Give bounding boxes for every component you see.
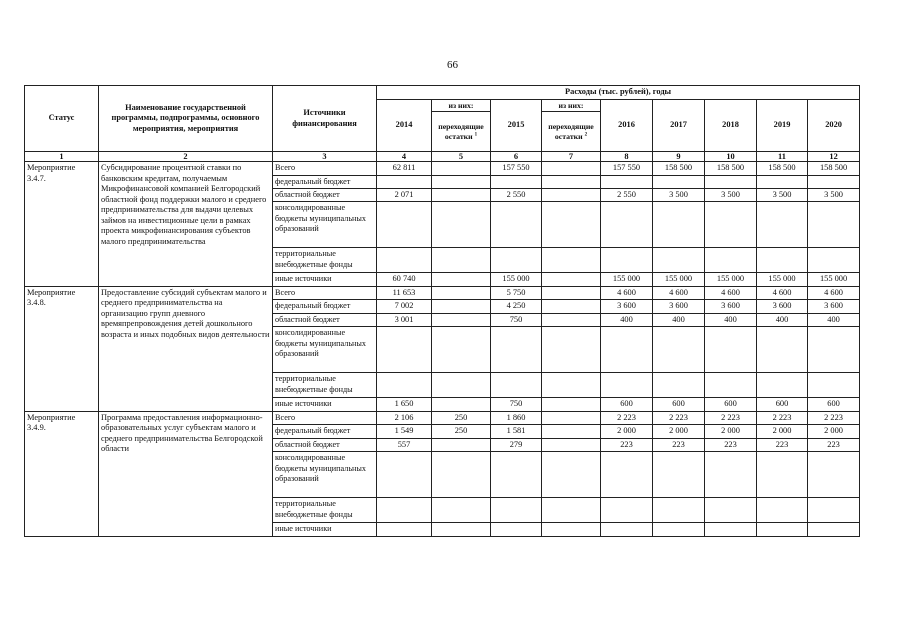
status-cell: Мероприятие 3.4.7. (25, 162, 99, 287)
value-cell: 223 (757, 438, 808, 452)
value-cell (542, 498, 601, 523)
header-sources: Источники финансирования (273, 86, 377, 152)
value-cell (491, 248, 542, 273)
column-number: 12 (808, 152, 860, 162)
value-cell: 158 500 (757, 162, 808, 176)
footnote-2-marker: 2 (584, 132, 588, 138)
value-cell: 7 002 (377, 300, 432, 314)
value-cell (432, 313, 491, 327)
value-cell: 155 000 (653, 273, 705, 287)
value-cell: 2 223 (808, 411, 860, 425)
header-carryover-1-label: переходящие (438, 122, 484, 131)
value-cell: 2 223 (653, 411, 705, 425)
value-cell (432, 498, 491, 523)
value-cell: 62 811 (377, 162, 432, 176)
value-cell (542, 411, 601, 425)
value-cell (432, 373, 491, 398)
value-cell (601, 175, 653, 188)
header-year-2020: 2020 (808, 99, 860, 152)
footnote-1-marker: 1 (474, 132, 478, 138)
status-cell: Мероприятие 3.4.8. (25, 286, 99, 411)
value-cell (542, 452, 601, 498)
value-cell (542, 373, 601, 398)
value-cell (705, 452, 757, 498)
source-cell: Всего (273, 162, 377, 176)
value-cell (705, 523, 757, 536)
value-cell (757, 202, 808, 248)
value-cell: 750 (491, 313, 542, 327)
value-cell: 223 (601, 438, 653, 452)
value-cell: 1 581 (491, 425, 542, 439)
value-cell (757, 523, 808, 536)
value-cell (757, 248, 808, 273)
value-cell: 157 550 (601, 162, 653, 176)
value-cell (653, 498, 705, 523)
value-cell: 600 (705, 398, 757, 412)
value-cell: 400 (808, 313, 860, 327)
value-cell (601, 452, 653, 498)
value-cell (653, 452, 705, 498)
value-cell: 4 600 (808, 286, 860, 300)
value-cell: 2 223 (601, 411, 653, 425)
value-cell (542, 286, 601, 300)
header-of-them-2: из них: (542, 99, 601, 112)
column-number-row (25, 152, 860, 162)
table-row (25, 286, 860, 300)
value-cell (377, 452, 432, 498)
value-cell (542, 273, 601, 287)
table-row (25, 162, 860, 176)
program-name-cell: Субсидирование процентной ставки по банковским кредитам, получаемым Микрофинансовой компанией Белгородский областной фонд поддержки малого и среднего предпринимательства для выдачи целевых займов на инвестиционные цели в рамках проекта микрофинансирования субъектов малого предпринимательства (99, 162, 273, 287)
value-cell: 2 071 (377, 188, 432, 202)
value-cell: 158 500 (808, 162, 860, 176)
source-cell: территориальные внебюджетные фонды (273, 248, 377, 273)
value-cell (653, 373, 705, 398)
value-cell (808, 327, 860, 373)
value-cell: 250 (432, 411, 491, 425)
value-cell (601, 248, 653, 273)
source-cell: федеральный бюджет (273, 175, 377, 188)
value-cell: 11 653 (377, 286, 432, 300)
value-cell (432, 188, 491, 202)
value-cell (601, 373, 653, 398)
value-cell: 600 (808, 398, 860, 412)
column-number: 11 (757, 152, 808, 162)
source-cell: территориальные внебюджетные фонды (273, 498, 377, 523)
value-cell: 2 000 (601, 425, 653, 439)
column-number: 1 (25, 152, 99, 162)
value-cell (432, 452, 491, 498)
value-cell (808, 202, 860, 248)
value-cell: 279 (491, 438, 542, 452)
value-cell (377, 202, 432, 248)
column-number: 2 (99, 152, 273, 162)
value-cell (653, 175, 705, 188)
value-cell (491, 327, 542, 373)
value-cell: 155 000 (705, 273, 757, 287)
value-cell (601, 202, 653, 248)
value-cell: 157 550 (491, 162, 542, 176)
value-cell: 2 550 (491, 188, 542, 202)
column-number: 6 (491, 152, 542, 162)
value-cell: 3 600 (757, 300, 808, 314)
value-cell (491, 523, 542, 536)
value-cell (491, 498, 542, 523)
table-body (25, 162, 860, 537)
source-cell: федеральный бюджет (273, 300, 377, 314)
value-cell (653, 248, 705, 273)
value-cell (542, 313, 601, 327)
value-cell (491, 452, 542, 498)
value-cell: 2 223 (757, 411, 808, 425)
value-cell: 400 (757, 313, 808, 327)
value-cell (808, 523, 860, 536)
column-number: 4 (377, 152, 432, 162)
value-cell: 223 (653, 438, 705, 452)
value-cell: 2 550 (601, 188, 653, 202)
value-cell (808, 175, 860, 188)
value-cell: 600 (653, 398, 705, 412)
value-cell (377, 498, 432, 523)
value-cell: 750 (491, 398, 542, 412)
value-cell: 2 106 (377, 411, 432, 425)
value-cell: 3 600 (705, 300, 757, 314)
source-cell: областной бюджет (273, 188, 377, 202)
source-cell: иные источники (273, 273, 377, 287)
program-name-cell: Программа предоставления информационно-образовательных услуг субъектам малого и среднего предпринимательства Белгородской области (99, 411, 273, 536)
value-cell (377, 523, 432, 536)
value-cell: 5 750 (491, 286, 542, 300)
value-cell (377, 327, 432, 373)
value-cell (705, 175, 757, 188)
value-cell (432, 438, 491, 452)
value-cell (432, 398, 491, 412)
value-cell: 4 600 (601, 286, 653, 300)
value-cell (432, 162, 491, 176)
value-cell (432, 248, 491, 273)
value-cell: 3 600 (808, 300, 860, 314)
value-cell: 3 500 (705, 188, 757, 202)
header-carryover-1 (432, 112, 491, 152)
value-cell: 3 500 (757, 188, 808, 202)
value-cell: 4 600 (705, 286, 757, 300)
value-cell (705, 373, 757, 398)
header-year-2019: 2019 (757, 99, 808, 152)
value-cell: 2 000 (705, 425, 757, 439)
source-cell: консолидированные бюджеты муниципальных образований (273, 327, 377, 373)
value-cell (377, 175, 432, 188)
value-cell: 600 (757, 398, 808, 412)
column-number: 3 (273, 152, 377, 162)
column-number: 8 (601, 152, 653, 162)
program-name-cell: Предоставление субсидий субъектам малого и среднего предпринимательства на организацию групп дневного времяпрепровождения детей дошкольного возраста и иных подобных видов деятельности (99, 286, 273, 411)
value-cell (432, 175, 491, 188)
value-cell: 400 (601, 313, 653, 327)
value-cell (432, 300, 491, 314)
value-cell: 600 (601, 398, 653, 412)
source-cell: областной бюджет (273, 438, 377, 452)
value-cell (705, 498, 757, 523)
column-number: 9 (653, 152, 705, 162)
header-year-2015: 2015 (491, 99, 542, 152)
value-cell (705, 202, 757, 248)
value-cell: 557 (377, 438, 432, 452)
value-cell (377, 373, 432, 398)
value-cell: 1 549 (377, 425, 432, 439)
value-cell: 155 000 (601, 273, 653, 287)
value-cell: 223 (705, 438, 757, 452)
value-cell: 60 740 (377, 273, 432, 287)
value-cell: 4 600 (757, 286, 808, 300)
source-cell: территориальные внебюджетные фонды (273, 373, 377, 398)
value-cell: 155 000 (491, 273, 542, 287)
value-cell: 3 001 (377, 313, 432, 327)
value-cell (601, 327, 653, 373)
value-cell: 3 500 (808, 188, 860, 202)
table-row (25, 411, 860, 425)
value-cell (601, 498, 653, 523)
source-cell: консолидированные бюджеты муниципальных образований (273, 202, 377, 248)
value-cell (542, 398, 601, 412)
source-cell: Всего (273, 286, 377, 300)
value-cell (542, 162, 601, 176)
value-cell (432, 327, 491, 373)
value-cell: 400 (705, 313, 757, 327)
value-cell (653, 202, 705, 248)
value-cell: 2 000 (757, 425, 808, 439)
value-cell: 3 600 (601, 300, 653, 314)
source-cell: консолидированные бюджеты муниципальных образований (273, 452, 377, 498)
header-year-2016: 2016 (601, 99, 653, 152)
value-cell (542, 523, 601, 536)
value-cell: 4 600 (653, 286, 705, 300)
value-cell (808, 452, 860, 498)
column-number: 10 (705, 152, 757, 162)
value-cell: 223 (808, 438, 860, 452)
value-cell (542, 188, 601, 202)
header-carryover-2-label: переходящие (548, 122, 594, 131)
value-cell (542, 438, 601, 452)
header-carryover-2 (542, 112, 601, 152)
source-cell: иные источники (273, 398, 377, 412)
value-cell: 3 600 (653, 300, 705, 314)
value-cell (491, 373, 542, 398)
value-cell (757, 498, 808, 523)
value-cell: 2 223 (705, 411, 757, 425)
value-cell: 2 000 (653, 425, 705, 439)
value-cell (432, 523, 491, 536)
source-cell: Всего (273, 411, 377, 425)
value-cell (377, 248, 432, 273)
column-number: 5 (432, 152, 491, 162)
value-cell: 1 650 (377, 398, 432, 412)
header-expenses: Расходы (тыс. рублей), годы (377, 86, 860, 100)
page-number: 66 (447, 59, 458, 71)
value-cell: 250 (432, 425, 491, 439)
budget-table (24, 85, 860, 537)
source-cell: областной бюджет (273, 313, 377, 327)
value-cell (432, 286, 491, 300)
value-cell: 158 500 (705, 162, 757, 176)
header-year-2014: 2014 (377, 99, 432, 152)
value-cell (808, 373, 860, 398)
value-cell (491, 202, 542, 248)
value-cell (542, 175, 601, 188)
value-cell: 1 860 (491, 411, 542, 425)
value-cell (491, 175, 542, 188)
header-residuals-2-label: остатки (554, 131, 583, 141)
value-cell (757, 327, 808, 373)
value-cell: 155 000 (808, 273, 860, 287)
header-status: Статус (25, 86, 99, 152)
value-cell (432, 202, 491, 248)
value-cell: 158 500 (653, 162, 705, 176)
value-cell (653, 523, 705, 536)
value-cell (432, 273, 491, 287)
value-cell: 400 (653, 313, 705, 327)
column-number: 7 (542, 152, 601, 162)
header-year-2018: 2018 (705, 99, 757, 152)
value-cell (808, 248, 860, 273)
header-program-name: Наименование государственной программы, подпрограммы, основного мероприятия, мероприятия (99, 86, 273, 152)
status-cell: Мероприятие 3.4.9. (25, 411, 99, 536)
value-cell: 3 500 (653, 188, 705, 202)
source-cell: федеральный бюджет (273, 425, 377, 439)
value-cell: 4 250 (491, 300, 542, 314)
value-cell (705, 248, 757, 273)
value-cell (705, 327, 757, 373)
value-cell: 2 000 (808, 425, 860, 439)
value-cell (542, 425, 601, 439)
value-cell (653, 327, 705, 373)
value-cell (542, 327, 601, 373)
source-cell: иные источники (273, 523, 377, 536)
value-cell (808, 498, 860, 523)
value-cell (757, 373, 808, 398)
value-cell (757, 175, 808, 188)
value-cell: 155 000 (757, 273, 808, 287)
value-cell (601, 523, 653, 536)
value-cell (542, 300, 601, 314)
value-cell (542, 202, 601, 248)
value-cell (542, 248, 601, 273)
header-year-2017: 2017 (653, 99, 705, 152)
header-residuals-1-label: остатки (444, 131, 473, 141)
value-cell (757, 452, 808, 498)
header-of-them-1: из них: (432, 99, 491, 112)
